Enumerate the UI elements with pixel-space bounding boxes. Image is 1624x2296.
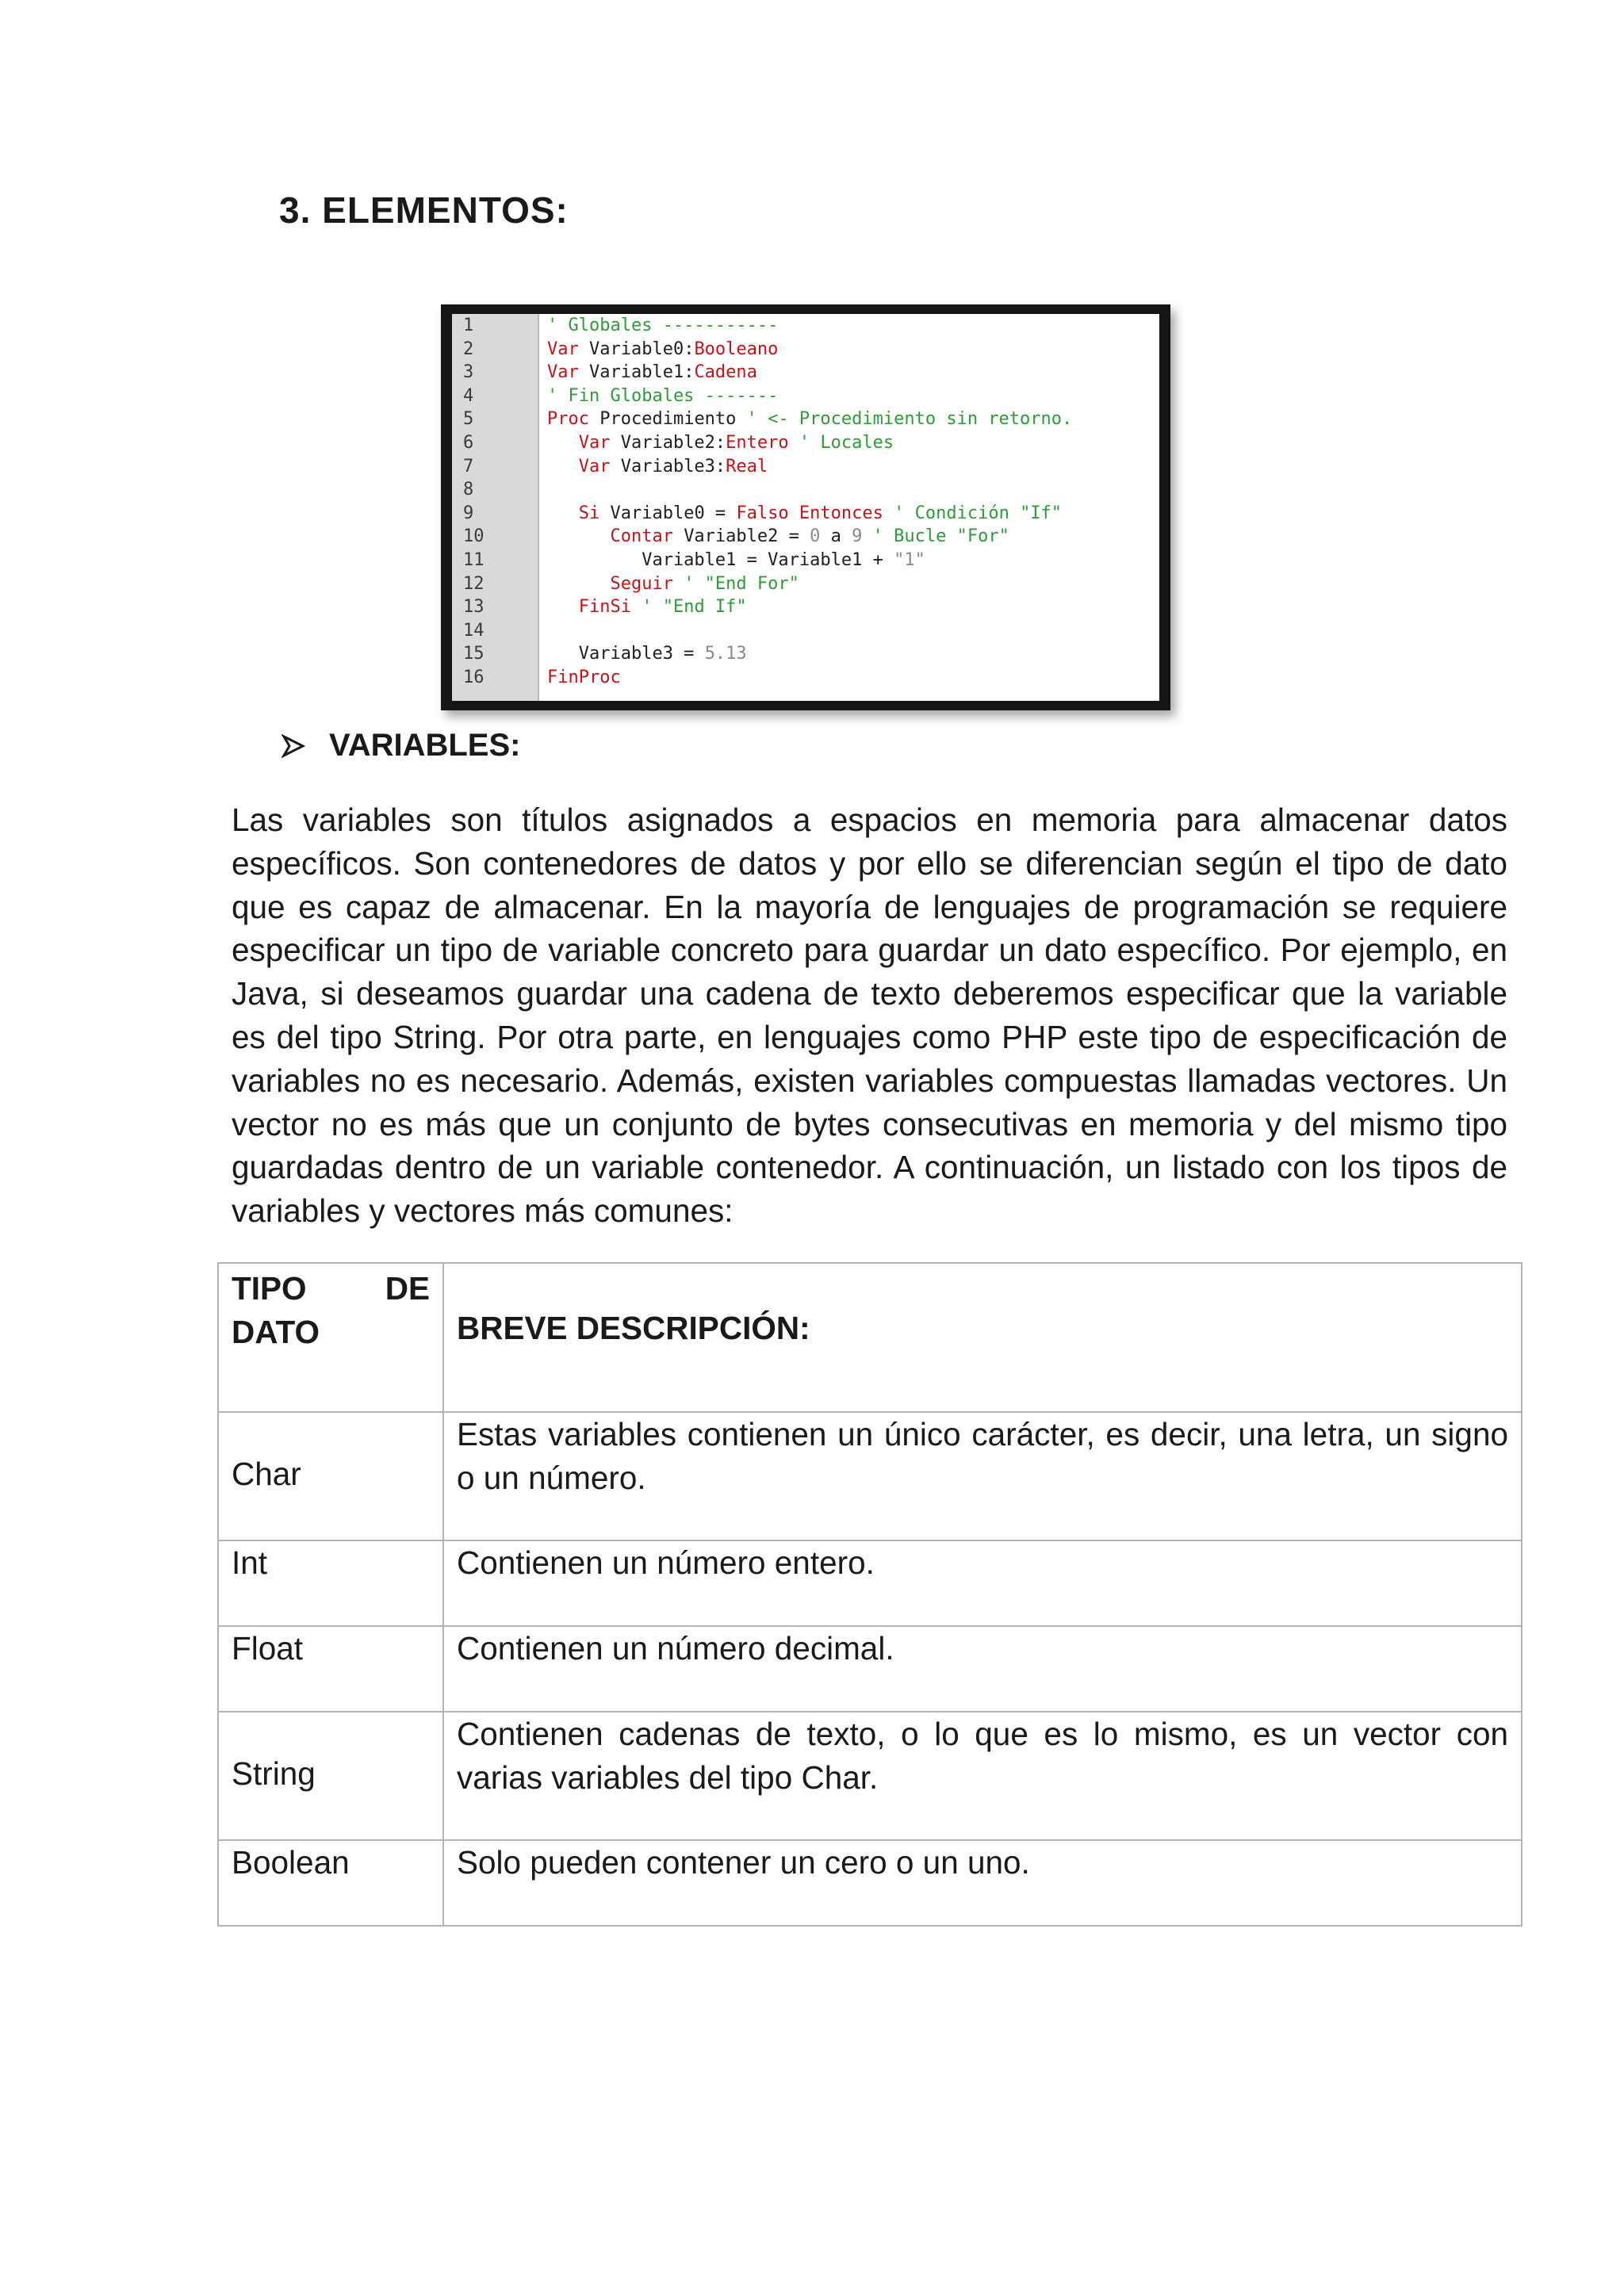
line-number: 5 bbox=[463, 409, 474, 430]
line-number-gutter bbox=[452, 314, 539, 701]
section-heading: 3. ELEMENTOS: bbox=[279, 189, 569, 231]
body-paragraph: Las variables son títulos asignados a espacios en memoria para almacenar datos específicos. Son contenedores de datos y por ello se diferencian según el tipo de dato que es capaz de almacenar. En la mayoría de lenguajes de programación se requiere especificar un tipo de variable concreto para guardar un dato específico. Por ejemplo, en Java, si deseamos guardar una cadena de texto deberemos especificar que la variable es del tipo String. Por otra parte, en lenguajes como PHP este tipo de especificación de variables no es necesario. Además, existen variables compuestas llamadas vectores. Un vector no es más que un conjunto de bytes consecutivas en memoria y del mismo tipo guardadas dentro de un variable contenedor. A continuación, un listado con los tipos de variables y vectores más comunes: bbox=[232, 802, 1507, 1230]
code-token: Var bbox=[547, 362, 589, 383]
code-line bbox=[547, 314, 1159, 338]
arrowhead-bullet-icon bbox=[282, 734, 305, 758]
code-line bbox=[547, 666, 1159, 690]
code-line bbox=[547, 595, 1159, 619]
line-number: 10 bbox=[463, 526, 485, 547]
code-token: 0 bbox=[810, 526, 831, 547]
data-types-table bbox=[217, 1262, 1522, 1927]
type-cell: Char bbox=[218, 1412, 443, 1540]
type-cell: String bbox=[218, 1712, 443, 1840]
code-token: Si bbox=[547, 503, 611, 523]
code-token: ' Bucle "For" bbox=[872, 526, 1009, 547]
code-line bbox=[547, 455, 1159, 479]
code-token: 9 bbox=[852, 526, 873, 547]
line-number: 7 bbox=[463, 456, 474, 476]
table-header-row bbox=[218, 1263, 1522, 1412]
code-line bbox=[547, 642, 1159, 666]
line-number: 4 bbox=[463, 385, 474, 406]
line-number: 12 bbox=[463, 573, 485, 594]
line-number: 3 bbox=[463, 362, 474, 383]
line-number: 6 bbox=[463, 432, 474, 453]
code-token: Cadena bbox=[694, 362, 757, 383]
code-line bbox=[547, 385, 1159, 408]
bullet-label: VARIABLES: bbox=[329, 728, 521, 763]
code-token: Entero bbox=[726, 432, 799, 453]
code-token: FinSi bbox=[547, 597, 642, 618]
header-type-word1: TIPO bbox=[232, 1270, 307, 1307]
code-token: Procedimiento bbox=[599, 409, 747, 430]
line-number: 14 bbox=[463, 620, 485, 641]
line-number: 15 bbox=[463, 644, 485, 664]
table-row bbox=[218, 1712, 1522, 1840]
header-type-word2: DE bbox=[385, 1270, 430, 1307]
variables-bullet bbox=[282, 728, 520, 763]
code-token: Variable0: bbox=[588, 339, 695, 359]
code-token: Var bbox=[547, 432, 621, 453]
code-token: Contar bbox=[547, 526, 684, 547]
code-token: Falso Entonces bbox=[736, 503, 894, 523]
table-row bbox=[218, 1840, 1522, 1926]
code-token: ' "End If" bbox=[642, 597, 747, 618]
code-token: 5.13 bbox=[704, 644, 747, 664]
type-cell: Boolean bbox=[218, 1840, 443, 1926]
code-lines bbox=[539, 314, 1159, 701]
header-type bbox=[218, 1263, 443, 1412]
type-cell: Float bbox=[218, 1626, 443, 1712]
code-line bbox=[547, 408, 1159, 431]
code-screenshot bbox=[441, 304, 1170, 710]
line-number: 1 bbox=[463, 316, 474, 335]
code-line bbox=[547, 549, 1159, 572]
code-token: Variable1: bbox=[588, 362, 695, 383]
code-line bbox=[547, 572, 1159, 596]
table-row bbox=[218, 1412, 1522, 1540]
line-number: 9 bbox=[463, 503, 474, 523]
code-editor bbox=[452, 314, 1159, 701]
code-token: a bbox=[830, 526, 852, 547]
line-number: 2 bbox=[463, 339, 474, 359]
code-token: Variable3 = bbox=[547, 644, 705, 664]
table-row bbox=[218, 1540, 1522, 1626]
code-token: FinProc bbox=[547, 667, 621, 687]
code-token: Variable0 = bbox=[610, 503, 737, 523]
line-number: 11 bbox=[463, 549, 485, 570]
code-line bbox=[547, 338, 1159, 362]
code-line bbox=[547, 478, 1159, 502]
code-token: Real bbox=[726, 456, 768, 476]
header-description: BREVE DESCRIPCIÓN: bbox=[443, 1263, 1522, 1412]
type-cell: Int bbox=[218, 1540, 443, 1626]
code-line bbox=[547, 502, 1159, 526]
code-token: ' "End For" bbox=[684, 573, 799, 594]
code-token: Var bbox=[547, 456, 621, 476]
code-line bbox=[547, 431, 1159, 455]
code-token: Variable2 = bbox=[684, 526, 810, 547]
code-token: Variable1 = Variable1 + bbox=[547, 549, 894, 570]
description-cell: Contienen un número entero. bbox=[443, 1540, 1522, 1626]
line-number: 8 bbox=[463, 480, 474, 500]
code-token: ' Locales bbox=[799, 432, 894, 453]
code-token: Var bbox=[547, 339, 589, 359]
description-cell: Solo pueden contener un cero o un uno. bbox=[443, 1840, 1522, 1926]
code-line bbox=[547, 525, 1159, 549]
code-line bbox=[547, 619, 1159, 643]
code-token: ' <- Procedimiento sin retorno. bbox=[746, 409, 1073, 430]
description-cell: Contienen un número decimal. bbox=[443, 1626, 1522, 1712]
table-row bbox=[218, 1626, 1522, 1712]
description-cell: Estas variables contienen un único carácter, es decir, una letra, un signo o un número. bbox=[443, 1412, 1522, 1540]
code-line bbox=[547, 361, 1159, 385]
code-token: Proc bbox=[547, 409, 600, 430]
code-token: Seguir bbox=[547, 573, 684, 594]
code-token: ' Fin Globales ------- bbox=[547, 385, 779, 406]
header-type-word3: DATO bbox=[232, 1314, 320, 1350]
code-token: ' Condición "If" bbox=[894, 503, 1063, 523]
code-token: Variable3: bbox=[620, 456, 726, 476]
description-cell: Contienen cadenas de texto, o lo que es lo mismo, es un vector con varias variables del tipo Char. bbox=[443, 1712, 1522, 1840]
code-token: ' Globales ----------- bbox=[547, 316, 779, 335]
code-token: "1" bbox=[894, 549, 925, 570]
code-token: Booleano bbox=[694, 339, 779, 359]
line-number: 16 bbox=[463, 667, 485, 687]
code-token: Variable2: bbox=[620, 432, 726, 453]
line-number: 13 bbox=[463, 597, 485, 618]
